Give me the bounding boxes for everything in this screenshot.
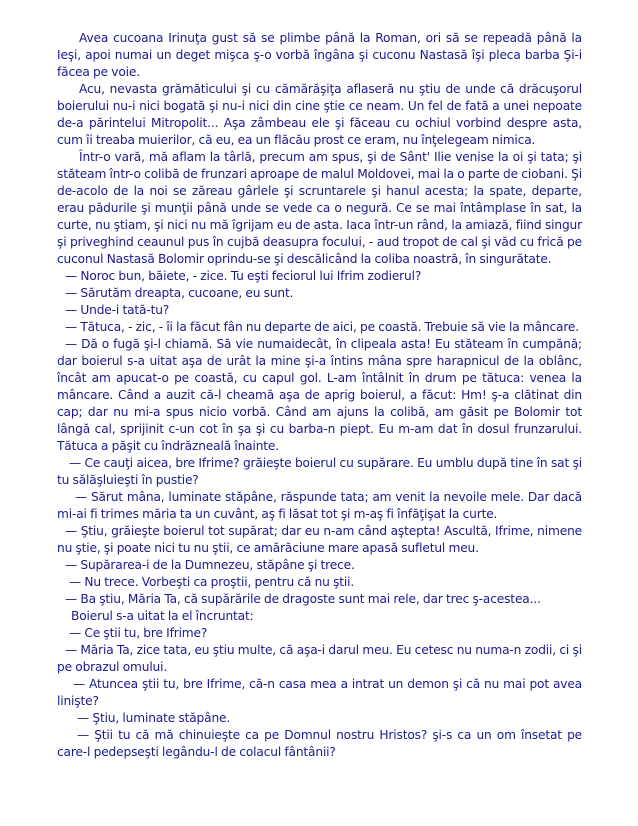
document-body [57, 30, 582, 761]
paragraph: Într-o vară, mă aflam la târlă, precum am spus, şi de Sânt' Ilie venise la oi şi tata; şi stăteam într-o colibă de frunzari aproape de malul Moldovei, mai la o parte de ciobani. Şi de-acolo de la noi se zăreau gârlele şi scruntarele şi hanul acesta; la spate, departe, erau pădurile şi munţii până unde se vede ca o negură. Ce se mai întâmplase în sat, la curte, nu ştiam, şi nici nu mă îgrijam eu de asta. Iaca într-un rând, la amiază, fiind singur şi priveghind ceaunul pus în cujbă deasupra focului, - aud tropot de cal şi văd cu frică pe cuconul Nastasă Bolomir oprindu-se şi descălicând la coliba noastră, în singurătate. [57, 150, 582, 266]
paragraph: Acu, nevasta grămăticului şi cu cămărăşiţa aflaseră nu ştiu de unde că drăcuşorul boierului nu-i nici bogată şi nu-i nici din cine ştie ce neam. Un fel de fată a unei nepoate de-a părintelui Mitropolit... Aşa zâmbeau ele şi făceau cu ochiul vorbind despre asta, cum îi treaba muierilor, că eu, ea un flăcău prost ce eram, nu înţelegeam nimica. [57, 82, 582, 147]
paragraph: — Tătuca, - zic, - îi la făcut fân nu departe de aici, pe coastă. Trebuie să vie la mâncare. [65, 320, 579, 334]
paragraph: — Ba ştiu, Măria Ta, că supărările de dragoste sunt mai rele, dar trec ş-acestea... [65, 592, 541, 606]
paragraph: — Atuncea ştii tu, bre Ifrime, că-n casa mea a intrat un demon şi că nu mai pot avea linişte? [57, 677, 582, 708]
paragraph: — Măria Ta, zice tata, eu ştiu multe, că aşa-i darul meu. Eu cetesc nu numa-n zodii, ci şi pe obrazul omului. [57, 643, 582, 674]
paragraph: — Ştii tu că mă chinuieşte ca pe Domnul nostru Hristos? şi-s ca un om însetat pe care-l pedepseşti legându-l de colacul fântânii? [57, 728, 582, 759]
paragraph: — Ce cauţi aicea, bre Ifrime? grăieşte boierul cu supărare. Eu umblu după tine în sat şi tu sălăşluieşti în pustie? [57, 456, 582, 487]
paragraph: — Dă o fugă şi-l chiamă. Să vie numaidecât, în clipeala asta! Eu stăteam în cumpănă; dar boierul s-a uitat aşa de urât la mine şi-a întins mâna spre harapnicul de la oblânc, încât am apucat-o pe coastă, cu capul gol. L-am întâlnit în drum pe tătuca: venea la mâncare. Când a auzit că-l cheamă aşa de aprig boierul, a făcut: Hm! ş-a clătinat din cap; dar nu mi-a spus nicio vorbă. Când am ajuns la colibă, am găsit pe Bolomir tot lângă cal, sprijinit c-un cot în şa şi cu barba-n piept. Eu m-am dat în dosul frunzarului. Tătuca a păşit cu îndrăzneală înainte. [57, 337, 582, 453]
paragraph: — Ştiu, grăieşte boierul tot supărat; dar eu n-am când aştepta! Ascultă, Ifrime, nimene nu ştie, şi poate nici tu nu ştii, ce amărăciune mare apasă sufletul meu. [57, 524, 582, 555]
paragraph: Avea cucoana Irinuţa gust să se plimbe până la Roman, ori să se repeadă până la Ieşi, apoi numai un deget mişca ş-o vorbă îngâna şi cuconu Nastasă îşi pleca barba Şi-i făcea pe voie. [57, 31, 582, 79]
paragraph: — Noroc bun, băiete, - zice. Tu eşti feciorul lui Ifrim zodierul? [65, 269, 422, 283]
paragraph: — Unde-i tată-tu? [65, 303, 170, 317]
paragraph: — Supărarea-i de la Dumnezeu, stăpâne şi trece. [65, 558, 355, 572]
paragraph: — Ce ştii tu, bre Ifrime? [69, 626, 208, 640]
paragraph: — Nu trece. Vorbeşti ca proştii, pentru că nu ştii. [69, 575, 355, 589]
paragraph: Boierul s-a uitat la el încruntat: [71, 609, 254, 623]
paragraph: — Sărut mâna, luminate stăpâne, răspunde tata; am venit la nevoile mele. Dar dacă mi-ai fi trimes măria ta un cuvânt, aş fi lăsat tot şi m-aş fi înfăţişat la curte. [57, 490, 582, 521]
paragraph: — Sărutăm dreapta, cucoane, eu sunt. [65, 286, 294, 300]
paragraph: — Ştiu, luminate stăpâne. [77, 711, 231, 725]
